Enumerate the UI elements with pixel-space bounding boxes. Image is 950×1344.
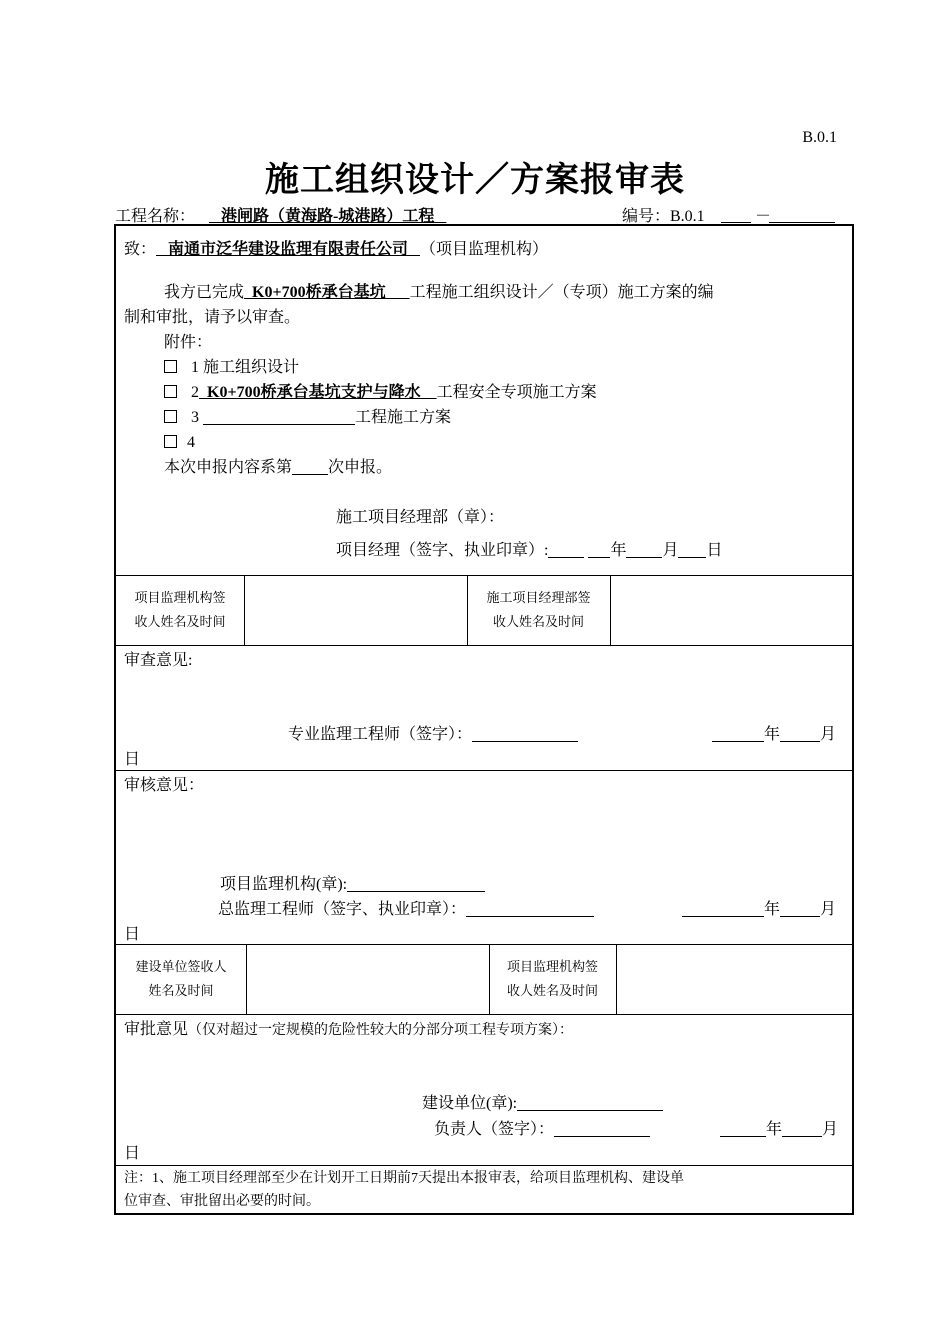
number-separator: －: [755, 208, 772, 225]
chief-sign-blank[interactable]: [466, 900, 594, 917]
receipt-contractor-label: 施工项目经理部签 收人姓名及时间: [486, 590, 591, 629]
sign-blank[interactable]: [548, 541, 584, 558]
receipt-supervisor-field[interactable]: [245, 576, 467, 645]
year-blank[interactable]: [588, 541, 610, 558]
month-blank[interactable]: [780, 725, 820, 742]
to-line: 致： 南通市泛华建设监理有限责任公司 （项目监理机构）: [124, 241, 549, 258]
year-blank[interactable]: [682, 900, 764, 917]
receipt-owner-field[interactable]: [247, 945, 489, 1014]
checkbox-icon[interactable]: [164, 385, 177, 398]
approval-day: 日: [124, 1145, 141, 1162]
review-day: 日: [124, 751, 141, 768]
checkbox-icon[interactable]: [164, 360, 177, 373]
receipt-contractor-field[interactable]: [611, 576, 854, 645]
year-blank[interactable]: [712, 725, 764, 742]
receipt-supervisor2-field[interactable]: [617, 945, 854, 1014]
manager-sign-line: 项目经理（签字、执业印章）: 年 月 日: [336, 542, 723, 559]
audit-day: 日: [124, 926, 141, 943]
person-sign-blank[interactable]: [554, 1120, 650, 1137]
rule: [116, 645, 852, 646]
review-label: 审查意见:: [124, 652, 193, 669]
project-label: 工程名称：: [115, 208, 196, 225]
attachments-label: 附件：: [164, 334, 213, 351]
audit-label: 审核意见：: [124, 777, 205, 794]
attachment-3: 3 工程施工方案: [164, 408, 451, 428]
rule: [116, 1014, 852, 1015]
receipt-owner-label: 建设单位签收人 姓名及时间: [135, 959, 227, 998]
audit-org-line: 项目监理机构(章):: [220, 875, 485, 895]
paragraph-1: 我方已完成 K0+700桥承台基坑 工程施工组织设计／（专项）施工方案的编: [164, 284, 714, 301]
approval-unit-line: 建设单位(章):: [422, 1094, 663, 1114]
checkbox-icon[interactable]: [164, 410, 177, 423]
form-header: [115, 203, 855, 225]
submission-count: 本次申报内容系第 次申报。: [164, 459, 393, 476]
count-blank[interactable]: [292, 458, 328, 475]
attachment-2: 2 K0+700桥承台基坑支护与降水 工程安全专项施工方案: [164, 383, 597, 403]
day-blank[interactable]: [678, 541, 706, 558]
year-blank[interactable]: [720, 1120, 766, 1137]
org-seal-blank[interactable]: [347, 875, 485, 892]
attachment-1: 1 施工组织设计: [164, 358, 299, 378]
receipt-supervisor2-label: 项目监理机构签 收人姓名及时间: [506, 959, 598, 998]
paragraph-1-line2: 制和审批，请予以审查。: [124, 309, 301, 326]
project-name: 港闸路（黄海路-城港路）工程: [221, 208, 435, 225]
attachment-4: 4: [164, 433, 195, 453]
receipt-supervisor-label: 项目监理机构签 收人姓名及时间: [134, 590, 226, 629]
number-label: 编号：B.0.1: [622, 208, 705, 225]
month-blank[interactable]: [782, 1120, 822, 1137]
audit-date-line: 年 月: [682, 900, 836, 920]
approval-person-line: 负责人（签字）：: [434, 1120, 650, 1140]
form-code: B.0.1: [802, 129, 837, 146]
approval-date-line: 年 月: [720, 1120, 838, 1140]
form-table: [114, 224, 854, 1215]
footer-note: 注：1、施工项目经理部至少在计划开工日期前7天提出本报审表，给项目监理机构、建设单 位审查、审批留出必要的时间。: [124, 1171, 684, 1209]
rule: [116, 1165, 852, 1166]
attachment-3-blank[interactable]: [203, 408, 355, 425]
dept-seal-label: 施工项目经理部（章）：: [336, 509, 505, 526]
audit-chief-line: 总监理工程师（签字、执业印章）：: [218, 900, 594, 920]
number-blank-1[interactable]: [721, 206, 751, 223]
review-date-line: 年 月: [712, 725, 836, 745]
month-blank[interactable]: [626, 541, 662, 558]
number-blank-2[interactable]: [769, 206, 835, 223]
approval-label: 审批意见（仅对超过一定规模的危险性较大的分部分项工程专项方案）：: [124, 1021, 574, 1038]
checkbox-icon[interactable]: [164, 435, 177, 448]
review-engineer-line: 专业监理工程师（签字）：: [288, 725, 578, 745]
month-blank[interactable]: [780, 900, 820, 917]
rule: [116, 770, 852, 771]
page-title: 施工组织设计／方案报审表: [265, 160, 685, 200]
unit-seal-blank[interactable]: [517, 1094, 663, 1111]
engineer-sign-blank[interactable]: [472, 725, 578, 742]
